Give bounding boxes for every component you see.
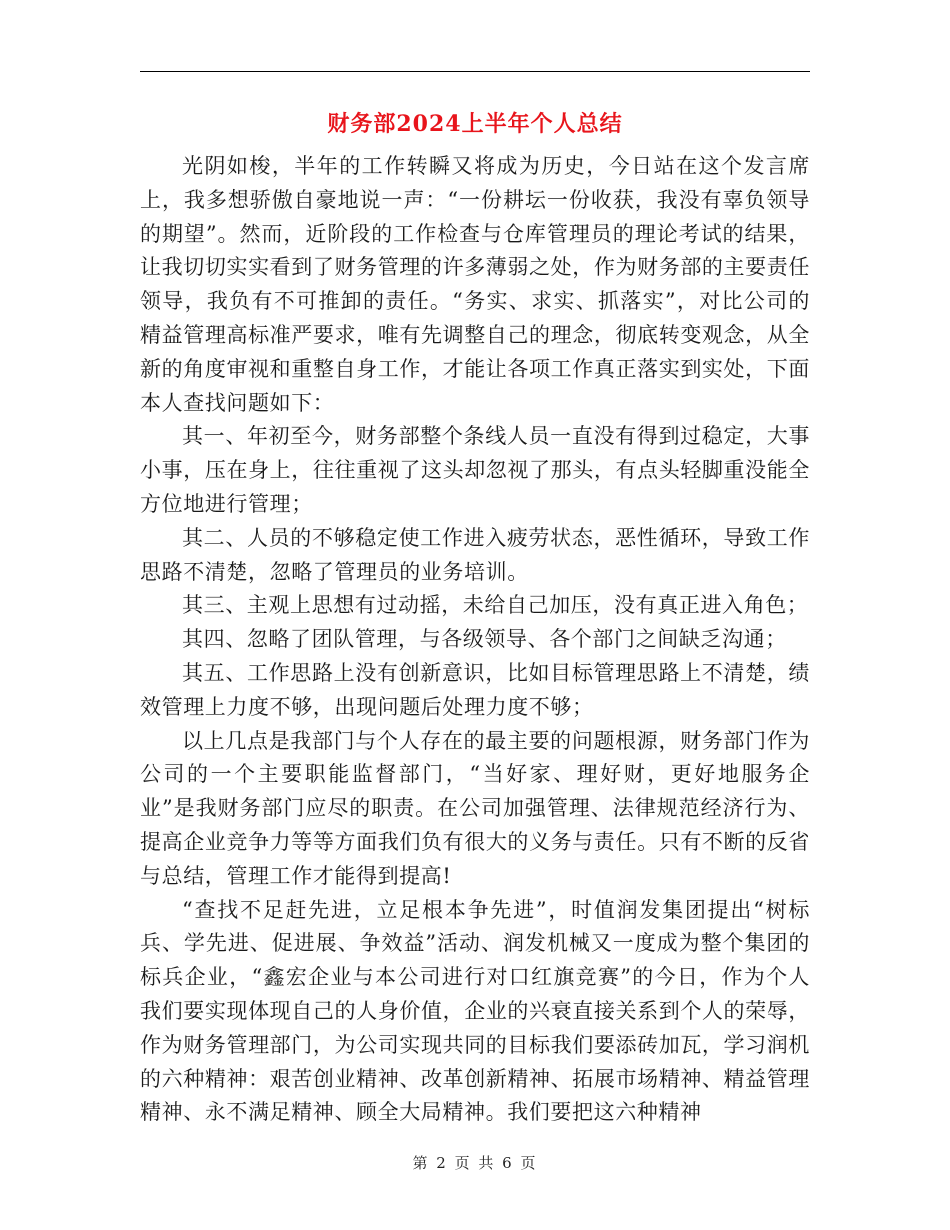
document-body: [140, 150, 810, 1130]
paragraph-issue-1: 其一、年初至今，财务部整个条线人员一直没有得到过稳定，大事小事，压在身上，往往重视了这头却忽视了那头，有点头轻脚重没能全方位地进行管理；: [140, 424, 810, 516]
header-rule: [140, 71, 810, 72]
paragraph-issue-5: 其五、工作思路上没有创新意识，比如目标管理思路上不清楚，绩效管理上力度不够，出现问题后处理力度不够；: [140, 660, 810, 719]
paragraph-issue-2: 其二、人员的不够稳定使工作进入疲劳状态，恶性循环，导致工作思路不清楚，忽略了管理员的业务培训。: [140, 525, 810, 584]
paragraph-issue-4: 其四、忽略了团队管理，与各级领导、各个部门之间缺乏沟通；: [182, 627, 787, 652]
paragraph-intro: 光阴如梭，半年的工作转瞬又将成为历史，今日站在这个发言席上，我多想骄傲自豪地说一声：“一份耕坛一份收获，我没有辜负领导的期望”。然而，近阶段的工作检查与仓库管理员的理论考试的结果，让我切切实实看到了财务管理的许多薄弱之处，作为财务部的主要责任领导，我负有不可推卸的责任。“务实、求实、抓落实”，对比公司的精益管理高标准严要求，唯有先调整自己的理念，彻底转变观念，从全新的角度审视和重整自身工作，才能让各项工作真正落实到实处，下面本人查找问题如下：: [140, 154, 810, 415]
paragraph-summary: 以上几点是我部门与个人存在的最主要的问题根源，财务部门作为公司的一个主要职能监督部门，“当好家、理好财，更好地服务企业”是我财务部门应尽的职责。在公司加强管理、法律规范经济行为、提高企业竞争力等等方面我们负有很大的义务与责任。只有不断的反省与总结，管理工作才能得到提高!: [140, 728, 810, 888]
page-number: 第 2 页 共 6 页: [412, 1154, 538, 1172]
paragraph-issue-3: 其三、主观上思想有过动摇，未给自己加压，没有真正进入角色；: [182, 593, 809, 618]
paragraph-spirit: “查找不足赶先进，立足根本争先进”，时值润发集团提出“树标兵、学先进、促进展、争效益”活动、润发机械又一度成为整个集团的标兵企业，“鑫宏企业与本公司进行对口红旗竞赛”的今日，作为个人我们要实现体现自己的人身价值，企业的兴衰直接关系到个人的荣辱，作为财务管理部门，为公司实现共同的目标我们要添砖加瓦，学习润机的六种精神：艰苦创业精神、改革创新精神、拓展市场精神、精益管理精神、永不满足精神、顾全大局精神。我们要把这六种精神: [140, 897, 810, 1125]
document-title: 财务部2024上半年个人总结: [327, 111, 623, 137]
